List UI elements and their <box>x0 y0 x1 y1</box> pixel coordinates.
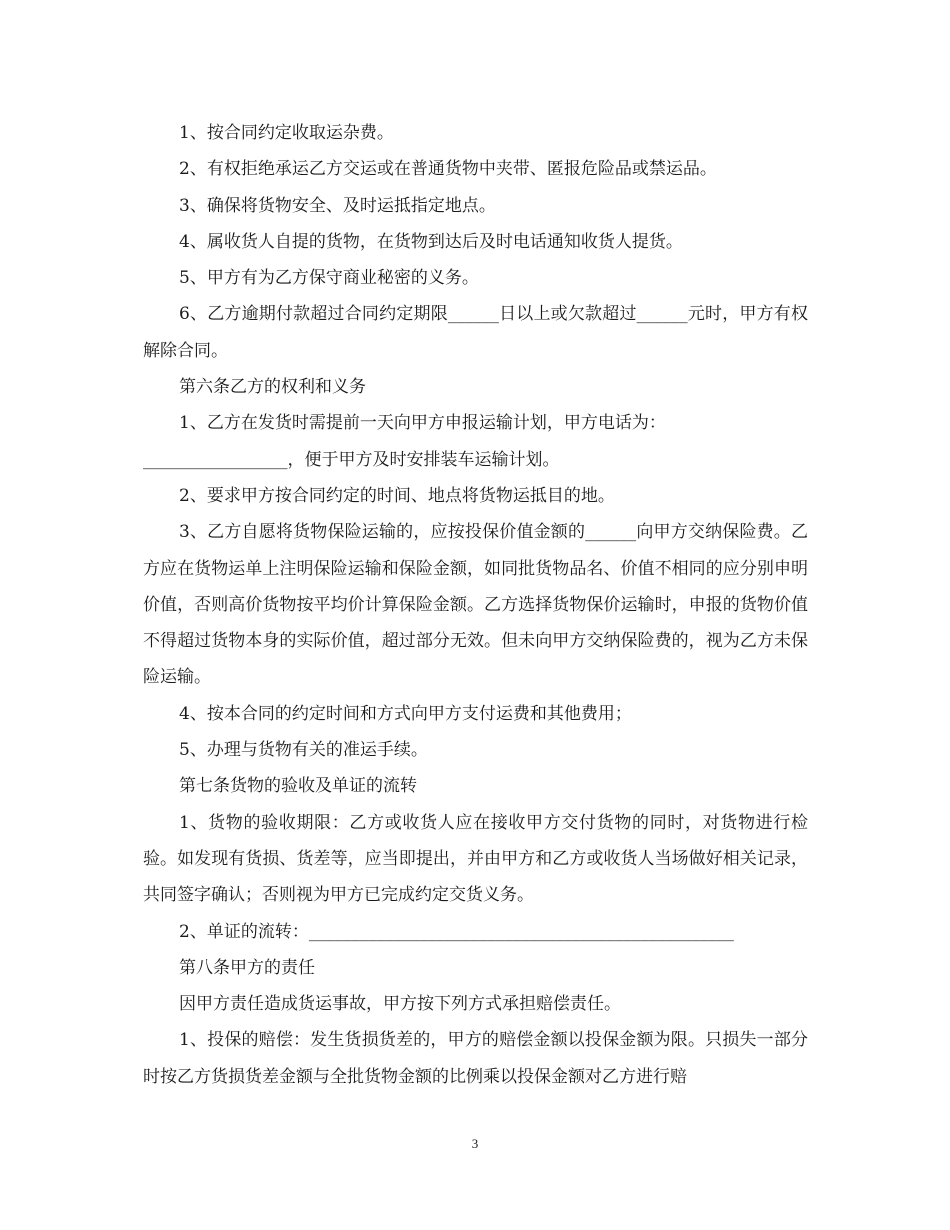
section-heading: 第八条甲方的责任 <box>179 957 315 978</box>
clause-paragraph: 5、甲方有为乙方保守商业秘密的义务。 <box>179 268 479 289</box>
clause-paragraph: 2、单证的流转：__________________________________________________ <box>179 921 734 942</box>
clause-paragraph: 6、乙方逾期付款超过合同约定期限______日以上或欠款超过______元时，甲方有权解除合同。 <box>143 304 808 361</box>
clause-paragraph: 3、乙方自愿将货物保险运输的，应按投保价值金额的______向甲方交纳保险费。乙方应在货物运单上注明保险运输和保险金额，如同批货物品名、价值不相同的应分别申明价值，否则高价货物按平均价计算保险金额。乙方选择货物保价运输时，申报的货物价值不得超过货物本身的实际价值，超过部分无效。但未向甲方交纳保险费的，视为乙方未保险运输。 <box>143 522 808 688</box>
clause-paragraph: 因甲方责任造成货运事故，甲方按下列方式承担赔偿责任。 <box>179 994 621 1015</box>
document-body <box>143 115 808 1095</box>
clause-paragraph: 1、按合同约定收取运杂费。 <box>179 123 394 143</box>
section-heading: 第七条货物的验收及单证的流转 <box>179 776 417 797</box>
section-heading: 第六条乙方的权利和义务 <box>179 377 366 398</box>
clause-paragraph: _________________，便于甲方及时安排装车运输计划。 <box>143 449 560 470</box>
clause-paragraph: 4、按本合同的约定时间和方式向甲方支付运费和其他费用； <box>179 703 632 724</box>
clause-paragraph: 1、货物的验收期限：乙方或收货人应在接收甲方交付货物的同时，对货物进行检验。如发现有货损、货差等，应当即提出，并由甲方和乙方或收货人当场做好相关记录，共同签字确认；否则视为甲方已完成约定交货义务。 <box>143 812 808 906</box>
page-number: 3 <box>471 1136 479 1151</box>
clause-paragraph: 1、投保的赔偿：发生货损货差的，甲方的赔偿金额以投保金额为限。只损失一部分时按乙方货损货差金额与全批货物金额的比例乘以投保金额对乙方进行赔 <box>143 1030 808 1087</box>
clause-paragraph: 5、办理与货物有关的准运手续。 <box>179 740 428 761</box>
clause-paragraph: 3、确保将货物安全、及时运抵指定地点。 <box>179 195 496 216</box>
clause-paragraph: 4、属收货人自提的货物，在货物到达后及时电话通知收货人提货。 <box>179 231 683 252</box>
clause-paragraph: 1、乙方在发货时需提前一天向甲方申报运输计划，甲方电话为： <box>179 413 666 434</box>
clause-paragraph: 2、要求甲方按合同约定的时间、地点将货物运抵目的地。 <box>179 485 615 506</box>
clause-paragraph: 2、有权拒绝承运乙方交运或在普通货物中夹带、匿报危险品或禁运品。 <box>179 159 717 180</box>
